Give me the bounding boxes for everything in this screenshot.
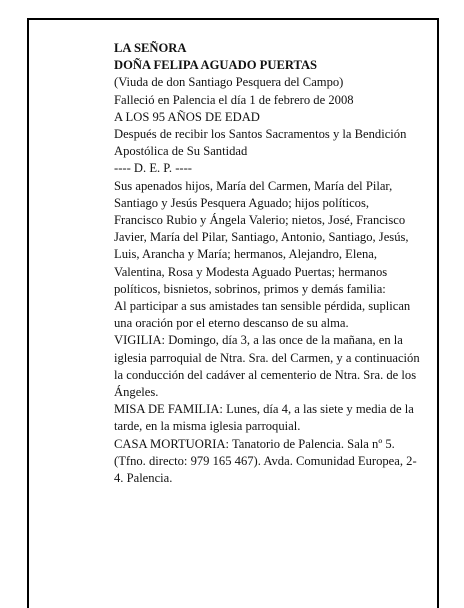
sacraments-paragraph: Después de recibir los Santos Sacramentos y la Bendición Apostólica de Su Santidad [114,127,407,159]
death-line: Falleció en Palencia el día 1 de febrero de 2008 [114,92,354,107]
obituary-notice [114,40,420,487]
deceased-name: DOÑA FELIPA AGUADO PUERTAS [114,58,318,73]
widow-of-line: (Viuda de don Santiago Pesquera del Campo) [114,75,344,90]
family-paragraph: Sus apenados hijos, María del Carmen, María del Pilar, Santiago y Jesús Pesquera Aguado; hijos políticos, Francisco Rubio y Ángela Valerio; nietos, José, Francisco Javier, María del Pilar, Santiago, Antonio, Santiago, Jesús, Luis, Arancha y María; hermanos, Alejandro, Elena, Valentina, Rosa y Modesta Aguado Puertas; hermanos políticos, bisnietos, sobrinos, primos y demás familia: [114,178,409,296]
vigil-paragraph: VIGILIA: Domingo, día 3, a las once de la mañana, en la iglesia parroquial de Ntra. Sra. del Carmen, y a continuación la conducción del cadáver al cementerio de Ntra. Sra. de los Ángeles. [114,333,420,400]
family-mass-paragraph: MISA DE FAMILIA: Lunes, día 4, a las siete y media de la tarde, en la misma iglesia parroquial. [114,402,414,434]
mortuary-paragraph: CASA MORTUORIA: Tanatorio de Palencia. Sala nº 5. (Tfno. directo: 979 165 467). Avda. Comunidad Europea, 2-4. Palencia. [114,436,417,486]
rip-line: ---- D. E. P. ---- [114,161,192,176]
heading-title: LA SEÑORA [114,41,187,55]
request-paragraph: Al participar a sus amistades tan sensible pérdida, suplican una oración por el eterno descanso de su alma. [114,299,411,331]
age-line: A LOS 95 AÑOS DE EDAD [114,109,260,124]
